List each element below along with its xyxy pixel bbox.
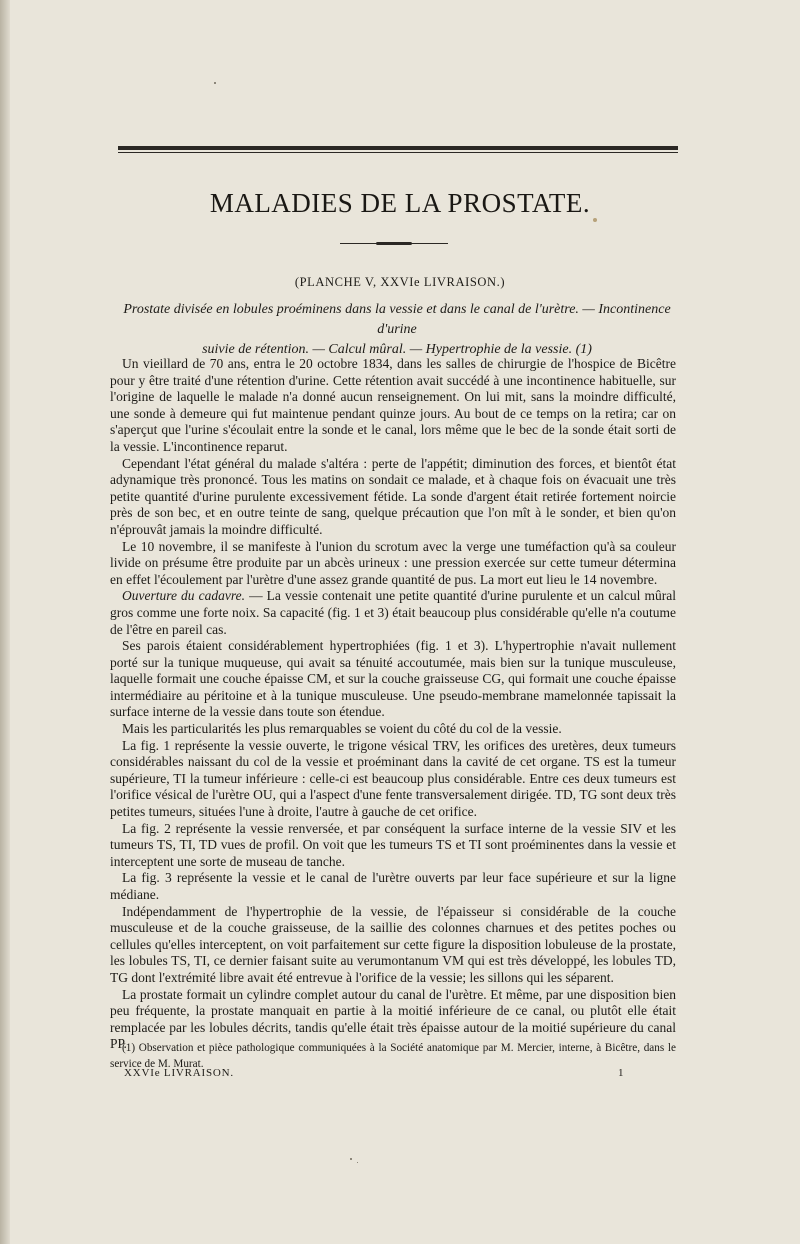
signature-livraison: XXVIe LIVRAISON. bbox=[124, 1067, 234, 1079]
paragraph: La fig. 1 représente la vessie ouverte, le trigone vésical TRV, les orifices des uretères, deux tumeurs considérables naissant du col de la vessie et proéminant dans la cavité de cet organe. TS est la tumeur supérieure, TI la tumeur inférieure : celle-ci est beaucoup plus considérable. Entre ces deux tumeurs est l'orifice vésical de l'urètre OU, qui a l'aspect d'une fente transversalement dirigée. TD, TG sont deux très petites tumeurs, situées l'une à droite, l'autre à gauche de cet orifice. bbox=[110, 737, 676, 820]
planche-reference: (PLANCHE V, XXVIe LIVRAISON.) bbox=[294, 275, 506, 289]
subtitle-line-1: Prostate divisée en lobules proéminens dans la vessie et dans le canal de l'urètre. — Incontinence d'urine bbox=[123, 302, 671, 337]
paper-speck bbox=[350, 1158, 352, 1160]
body-text bbox=[110, 356, 676, 1053]
divider-swell bbox=[376, 242, 412, 245]
paragraph: La fig. 2 représente la vessie renversée, et par conséquent la surface interne de la vessie SIV et les tumeurs TS, TI, TD vues de profil. On voit que les tumeurs TS et TI sont proéminentes dans la vessie et interceptent une sorte de museau de tanche. bbox=[110, 820, 676, 869]
paragraph: La prostate formait un cylindre complet autour du canal de l'urètre. Et même, par une disposition bien peu fréquente, la prostate manquait en partie à la moitié inférieure de ce canal, ou plutôt elle était remplacée par les lobules décrits, tandis qu'elle était très épaisse autour de la moitié supérieure du canal PP. bbox=[110, 986, 676, 1052]
paper-speck bbox=[357, 1162, 358, 1163]
subtitle-line-2: suivie de rétention. — Calcul mûral. — Hypertrophie de la vessie. (1) bbox=[202, 342, 592, 357]
page-edge bbox=[0, 0, 10, 1244]
autopsy-text: — La vessie contenait une petite quantité d'urine purulente et un calcul mûral gros comme une forte noix. Sa capacité (fig. 1 et 3) était beaucoup plus considérable qu'elle n'a coutume de l'être en pareil cas. bbox=[110, 588, 676, 637]
paragraph: Cependant l'état général du malade s'altéra : perte de l'appétit; diminution des forces, et bientôt état adynamique très prononcé. Tous les matins on sondait ce malade, et à chaque fois on évacuait une très petite quantité d'urine purulente excessivement fétide. La sonde d'argent était retirée fortement noircie près de son bec, et en outre teinte de sang, quelque précaution que l'on mît à le sonder, et bien qu'on n'éprouvât jamais la moindre difficulté. bbox=[110, 455, 676, 537]
autopsy-label: Ouverture du cadavre. bbox=[122, 588, 245, 604]
paragraph: Le 10 novembre, il se manifeste à l'union du scrotum avec la verge une tuméfaction qu'à sa couleur livide on présume être produite par un abcès urineux : une pression exercée sur cette tumeur détermina en effet l'écoulement par l'urètre d'une assez grande quantité de pus. La mort eut lieu le 14 novembre. bbox=[110, 538, 676, 587]
paragraph: La fig. 3 représente la vessie et le canal de l'urètre ouverts par leur face supérieure et sur la ligne médiane. bbox=[110, 870, 676, 902]
header-rule-thick bbox=[118, 146, 678, 150]
paper-speck bbox=[593, 218, 597, 222]
paper-speck bbox=[214, 82, 216, 84]
paragraph-autopsy bbox=[110, 588, 676, 638]
header-rule-thin bbox=[118, 152, 678, 153]
header-rule bbox=[118, 146, 678, 154]
paragraph: Un vieillard de 70 ans, entra le 20 octobre 1834, dans les salles de chirurgie de l'hospice de Bicêtre pour y être traité d'une rétention d'urine. Cette rétention avait succédé à une incontinence habituelle, sur l'origine de laquelle le malade n'a donné aucun renseignement. On lui mit, sans la moindre difficulté, une sonde à demeure qui fut maintenue pendant quinze jours. Au bout de ce temps on la retira; car on s'aperçut que l'urine s'écoulait entre la sonde et le canal, lors même que le bec de la sonde était sorti de la vessie. L'incontinence reparut. bbox=[110, 356, 676, 454]
paragraph: Indépendamment de l'hypertrophie de la vessie, de l'épaisseur si considérable de la couche musculeuse et de la couche graisseuse, de la saillie des colonnes charnues et des petites poches ou cellules qu'elles interceptent, on voit parfaitement sur cette figure la disposition lobuleuse de la prostate, les lobules TS, TI, ce dernier faisant suite au verumontanum VM qui est très développé, les lobules TD, TG dont l'extrémité libre avait été entrevue à l'orifice de la vessie; les sillons qui les séparent. bbox=[110, 903, 676, 985]
page-title: MALADIES DE LA PROSTATE. bbox=[209, 188, 591, 218]
signature-number: 1 bbox=[618, 1067, 624, 1079]
subtitle bbox=[112, 300, 682, 360]
paragraph: Mais les particularités les plus remarquables se voient du côté du col de la vessie. bbox=[122, 721, 562, 737]
paragraph: Ses parois étaient considérablement hypertrophiées (fig. 1 et 3). L'hypertrophie n'avait nullement porté sur la tunique muqueuse, qui avait sa ténuité accoutumée, mais bien sur la tunique musculeuse, laquelle formait une couche épaisse CM, et sur la couche graisseuse CG, qui formait une couche épaisse intermédiaire au péritoine et à la tunique musculeuse. Une pseudo-membrane mamelonnée tapissait la surface interne de la vessie dans toute son étendue. bbox=[110, 638, 676, 720]
title-divider bbox=[340, 242, 448, 245]
footnote: (1) Observation et pièce pathologique communiquées à la Société anatomique par M. Mercier, interne, à Bicêtre, dans le service de M. Murat. bbox=[110, 1042, 676, 1070]
